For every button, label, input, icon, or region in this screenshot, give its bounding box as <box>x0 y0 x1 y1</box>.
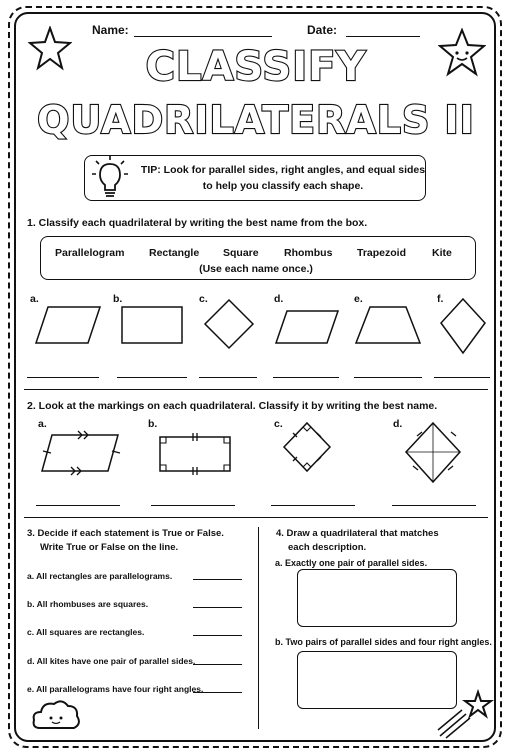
word-bank-item: Square <box>223 247 259 259</box>
q1-prompt: 1. Classify each quadrilateral by writing the best name from the box. <box>27 217 368 229</box>
q2-letter: d. <box>393 418 403 430</box>
tip-line-2: to help you classify each shape. <box>202 180 364 192</box>
q2-letter: c. <box>274 418 283 430</box>
q2-letter: a. <box>38 418 47 430</box>
answer-line[interactable] <box>27 377 99 378</box>
column-divider <box>258 527 259 729</box>
q2-shapes <box>0 420 512 490</box>
marked-parallelogram <box>42 431 120 475</box>
word-bank-item: Kite <box>432 247 452 259</box>
kite-shape <box>441 299 485 353</box>
q1-shapes <box>0 295 512 365</box>
drawing-box[interactable] <box>297 569 457 627</box>
q1-letter: f. <box>437 293 444 305</box>
answer-line[interactable] <box>151 505 235 506</box>
answer-line[interactable] <box>117 377 187 378</box>
q4-item-a: a. Exactly one pair of parallel sides. <box>275 558 428 568</box>
lightbulb-icon <box>90 152 130 200</box>
title-line-2: QUADRILATERALS II <box>37 98 475 142</box>
q1-letter: e. <box>354 293 363 305</box>
q2-letter: b. <box>148 418 158 430</box>
answer-line[interactable] <box>392 505 476 506</box>
answer-line[interactable] <box>271 505 355 506</box>
word-bank-item: Rhombus <box>284 247 333 259</box>
cloud-icon <box>30 698 82 734</box>
parallelogram-shape <box>36 307 100 343</box>
q3-prompt-line-1: 3. Decide if each statement is True or False. <box>27 528 224 539</box>
name-label: Name: <box>92 23 129 37</box>
marked-square <box>284 423 330 471</box>
name-line[interactable] <box>134 36 272 37</box>
statement: b. All rhombuses are squares. <box>27 599 149 609</box>
q2-prompt: 2. Look at the markings on each quadrilateral. Classify it by writing the best name. <box>27 400 438 412</box>
q1-letter: d. <box>274 293 284 305</box>
statement: e. All parallelograms have four right angles. <box>27 684 204 694</box>
q4-item-b: b. Two pairs of parallel sides and four right angles. <box>275 637 492 647</box>
marked-kite <box>406 423 460 482</box>
square-shape <box>205 300 253 348</box>
marked-rectangle <box>160 433 230 475</box>
drawing-box[interactable] <box>297 651 457 709</box>
trapezoid-shape <box>356 307 420 343</box>
q3-prompt-line-2: Write True or False on the line. <box>40 542 179 553</box>
statement: d. All kites have one pair of parallel sides. <box>27 656 196 666</box>
title-line-1: CLASSIFY <box>145 44 367 90</box>
section-divider <box>24 517 488 518</box>
date-line[interactable] <box>346 36 420 37</box>
q1-letter: b. <box>113 293 123 305</box>
answer-line[interactable] <box>36 505 120 506</box>
word-bank-item: Rectangle <box>149 247 200 259</box>
word-bank-item: Trapezoid <box>357 247 407 259</box>
tip-line-1: TIP: Look for parallel sides, right angles, and equal sides <box>140 164 426 176</box>
answer-line[interactable] <box>193 692 242 693</box>
q4-prompt-line-1: 4. Draw a quadrilateral that matches <box>276 528 439 539</box>
q1-letter: a. <box>30 293 39 305</box>
q4-prompt-line-2: each description. <box>288 542 367 553</box>
rhombus-shape <box>276 311 338 343</box>
answer-line[interactable] <box>354 377 422 378</box>
answer-line[interactable] <box>193 635 242 636</box>
tip-text <box>138 162 428 194</box>
answer-line[interactable] <box>193 579 242 580</box>
word-bank-note: (Use each name once.) <box>199 263 313 275</box>
statement: c. All squares are rectangles. <box>27 627 145 637</box>
word-bank-item: Parallelogram <box>55 247 125 259</box>
answer-line[interactable] <box>434 377 490 378</box>
q1-letter: c. <box>199 293 208 305</box>
section-divider <box>24 389 488 390</box>
rectangle-shape <box>122 307 182 343</box>
answer-line[interactable] <box>193 607 242 608</box>
statement: a. All rectangles are parallelograms. <box>27 571 173 581</box>
date-label: Date: <box>307 23 338 37</box>
answer-line[interactable] <box>273 377 339 378</box>
answer-line[interactable] <box>193 664 242 665</box>
answer-line[interactable] <box>199 377 257 378</box>
